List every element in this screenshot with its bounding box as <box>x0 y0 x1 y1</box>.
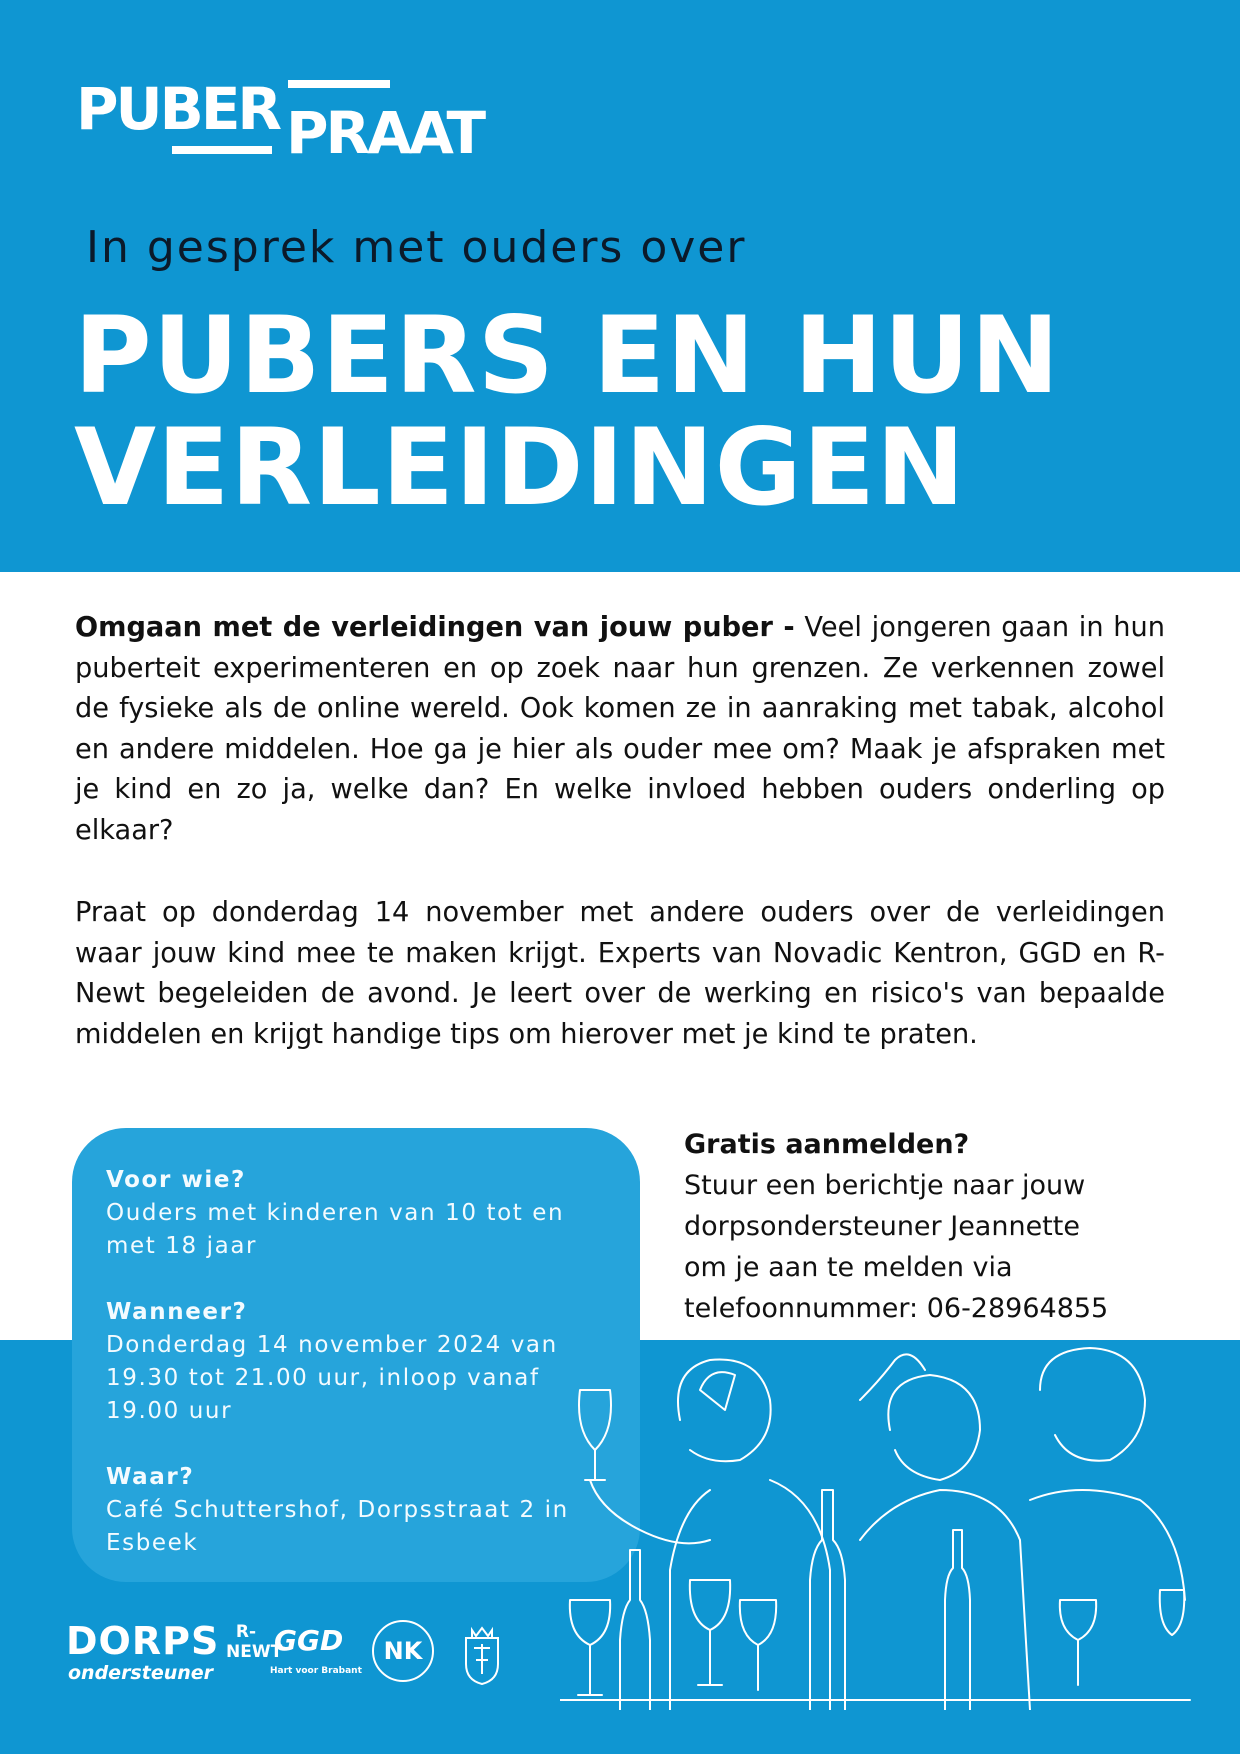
signup-line-3: om je aan te melden via <box>684 1252 1013 1283</box>
headline-line-2: VERLEIDINGEN <box>74 406 966 529</box>
intro-text: Veel jongeren gaan in hun puberteit experimenteren en op zoek naar hun grenzen. Ze verkennen zowel de fysieke als de online wereld. Ook komen ze in aanraking met tabak, alcohol en andere middelen. Hoe ga je hier als ouder mee om? Maak je afspraken met je kind en zo ja, welke dan? En welke invloed hebben ouders onderling op elkaar? <box>75 612 1166 846</box>
page-title <box>74 294 1194 529</box>
novadic-kentron-logo: NK <box>372 1620 434 1682</box>
info-who <box>106 1164 606 1263</box>
info-when <box>106 1296 606 1428</box>
when-text: Donderdag 14 november 2024 van 19.30 tot 21.00 uur, inloop vanaf 19.00 uur <box>106 1332 558 1424</box>
puberpraat-logo <box>76 75 496 167</box>
intro-paragraph <box>75 608 1165 851</box>
signup-block <box>684 1124 1184 1329</box>
event-info-card <box>72 1128 640 1582</box>
headline-line-1: PUBERS EN HUN <box>74 294 1061 417</box>
event-paragraph: Praat op donderdag 14 november met andere ouders over de verleidingen waar jouw kind mee te maken krijgt. Experts van Novadic Kentron, GGD en R-Newt begeleiden de avond. Je leert over de werking en risico's van bepaalde middelen en krijgt handige tips om hierover met je kind te praten. <box>75 897 1165 1050</box>
dorpsondersteuner-logo: DORPS <box>66 1619 220 1663</box>
partner-logos <box>66 1616 536 1696</box>
municipality-crest-icon <box>458 1624 506 1686</box>
where-text: Café Schuttershof, Dorpsstraat 2 in Esbeek <box>106 1497 569 1556</box>
subtitle: In gesprek met ouders over <box>86 222 747 273</box>
logo-word-praat: PRAAT <box>286 99 484 167</box>
ggd-tagline: Hart voor Brabant <box>270 1666 362 1676</box>
dorpsondersteuner-subtext: ondersteuner <box>68 1662 214 1684</box>
info-where <box>106 1461 606 1560</box>
signup-line-1: Stuur een berichtje naar jouw <box>684 1170 1086 1201</box>
ggd-logo: GGD <box>274 1624 344 1657</box>
people-toasting-drinks-illustration <box>560 1340 1200 1710</box>
intro-lead: Omgaan met de verleidingen van jouw puber - <box>75 612 795 643</box>
rnewt-logo: R-NEWT <box>226 1622 283 1662</box>
signup-heading: Gratis aanmelden? <box>684 1129 970 1160</box>
when-label: Wanneer? <box>106 1299 248 1325</box>
logo-bar-top <box>288 80 390 88</box>
signup-line-4: telefoonnummer: 06-28964855 <box>684 1293 1109 1324</box>
where-label: Waar? <box>106 1464 195 1490</box>
signup-line-2: dorpsondersteuner Jeannette <box>684 1211 1080 1242</box>
who-label: Voor wie? <box>106 1167 246 1193</box>
who-text: Ouders met kinderen van 10 tot en met 18 jaar <box>106 1200 565 1259</box>
logo-bar-bottom <box>172 146 272 154</box>
logo-word-puber: PUBER <box>76 75 280 143</box>
